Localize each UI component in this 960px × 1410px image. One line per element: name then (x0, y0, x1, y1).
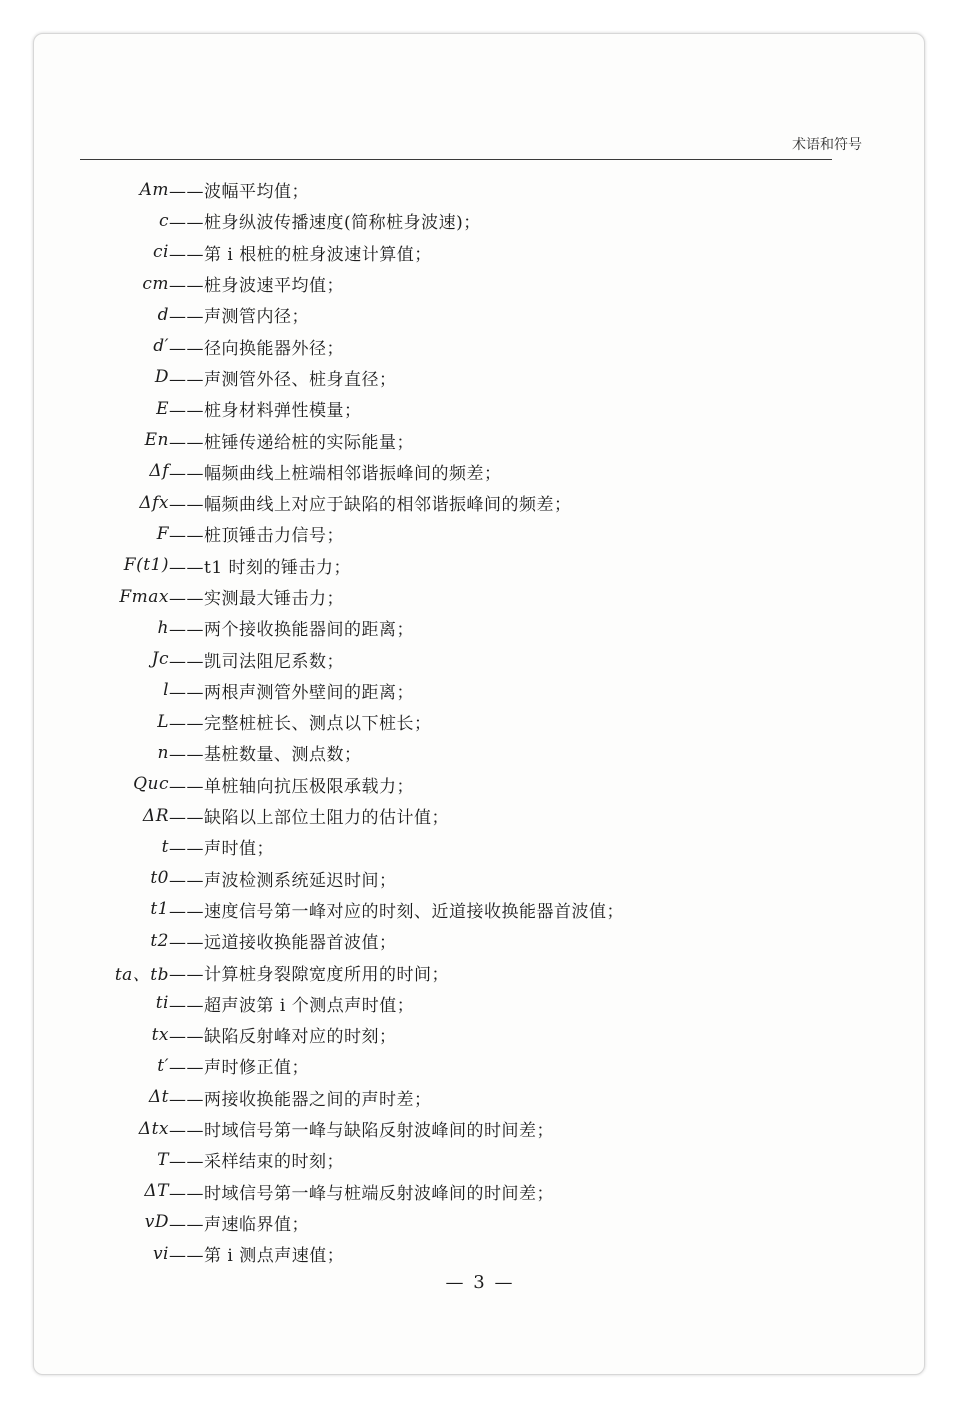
list-item (0, 1207, 624, 1238)
definition: ——基桩数量、测点数； (169, 745, 362, 766)
definition: ——两根声测管外壁间的距离； (169, 682, 414, 703)
definition: ——桩顶锤击力信号； (169, 526, 344, 547)
symbol: d (157, 304, 169, 325)
list-item (0, 174, 624, 205)
list-item (0, 1050, 624, 1081)
list-item (0, 1176, 624, 1207)
symbol: ΔR (142, 805, 169, 826)
definition: ——缺陷以上部位土阻力的估计值； (169, 808, 449, 829)
symbol: cm (142, 273, 169, 294)
definition: ——径向换能器外径； (169, 338, 344, 359)
list-item (0, 612, 624, 643)
symbol: ΔT (144, 1181, 169, 1202)
definition: ——缺陷反射峰对应的时刻； (169, 1027, 397, 1048)
list-item (0, 800, 624, 831)
list-item (0, 518, 624, 549)
definition: ——两个接收换能器间的距离； (169, 620, 414, 641)
definition: ——采样结束的时刻； (169, 1152, 344, 1173)
list-item (0, 643, 624, 674)
list-item (0, 1113, 624, 1144)
symbol: t1 (150, 899, 169, 920)
list-item (0, 299, 624, 330)
symbol: Quc (133, 774, 169, 795)
list-item (0, 1019, 624, 1050)
list-item (0, 205, 624, 236)
symbol: E (156, 398, 169, 419)
symbol: l (163, 680, 169, 701)
list-item (0, 706, 624, 737)
symbol: h (157, 617, 169, 638)
list-item (0, 393, 624, 424)
list-item (0, 988, 624, 1019)
definition: ——声时修正值； (169, 1058, 309, 1079)
symbol: Δf (149, 461, 169, 482)
symbol: En (144, 430, 169, 451)
definition: ——幅频曲线上桩端相邻谐振峰间的频差； (169, 463, 502, 484)
definition: ——声测管外径、桩身直径； (169, 369, 397, 390)
definition: ——声时值； (169, 839, 274, 860)
list-item (0, 268, 624, 299)
symbol: t (161, 836, 169, 857)
list-item (0, 956, 624, 987)
symbol: t2 (150, 930, 169, 951)
symbol: T (157, 1149, 169, 1170)
header-divider (80, 159, 832, 160)
definition: ——桩锤传递给桩的实际能量； (169, 432, 414, 453)
definition: ——计算桩身裂隙宽度所用的时间； (169, 964, 449, 985)
list-item (0, 456, 624, 487)
symbol: d′ (153, 336, 169, 357)
definition: ——单桩轴向抗压极限承载力； (169, 776, 414, 797)
definition: ——幅频曲线上对应于缺陷的相邻谐振峰间的频差； (169, 495, 572, 516)
list-item (0, 487, 624, 518)
list-item (0, 581, 624, 612)
definition: ——声速临界值； (169, 1214, 309, 1235)
symbol: F(t1) (123, 555, 169, 576)
symbol: Δfx (139, 492, 169, 513)
section-header-label: 术语和符号 (792, 137, 862, 153)
definition: ——凯司法阻尼系数； (169, 651, 344, 672)
list-item (0, 769, 624, 800)
definition: ——桩身材料弹性模量； (169, 401, 362, 422)
symbol: Δt (148, 1087, 169, 1108)
list-item (0, 863, 624, 894)
definition: ——桩身纵波传播速度(简称桩身波速)； (169, 213, 481, 234)
symbol: Fmax (119, 586, 169, 607)
list-item (0, 925, 624, 956)
definition: ——时域信号第一峰与缺陷反射波峰间的时间差； (169, 1121, 554, 1142)
list-item (0, 1144, 624, 1175)
symbol: ti (155, 993, 169, 1014)
definition: ——两接收换能器之间的声时差； (169, 1089, 432, 1110)
definition: ——时域信号第一峰与桩端反射波峰间的时间差； (169, 1183, 554, 1204)
definition: ——波幅平均值； (169, 182, 309, 203)
definition: ——声测管内径； (169, 307, 309, 328)
definition: ——超声波第 i 个测点声时值； (169, 995, 415, 1016)
symbol: Jc (151, 649, 169, 670)
definition: ——桩身波速平均值； (169, 276, 344, 297)
symbol: n (157, 742, 169, 763)
list-item (0, 237, 624, 268)
list-item (0, 550, 624, 581)
symbol: ci (153, 242, 169, 263)
definition: ——完整桩桩长、测点以下桩长； (169, 714, 432, 735)
list-item (0, 330, 624, 361)
list-item (0, 737, 624, 768)
symbol: L (157, 711, 169, 732)
list-item (0, 1238, 624, 1269)
symbol: vD (144, 1212, 169, 1233)
symbol: vi (152, 1243, 169, 1264)
symbol: ta、tb (114, 964, 169, 985)
symbol: c (158, 210, 169, 231)
list-item (0, 831, 624, 862)
symbol: Am (139, 179, 169, 200)
list-item (0, 424, 624, 455)
symbol: F (156, 523, 169, 544)
list-item (0, 362, 624, 393)
list-item (0, 1082, 624, 1113)
list-item (0, 675, 624, 706)
definition: ——速度信号第一峰对应的时刻、近道接收换能器首波值； (169, 901, 624, 922)
definition: ——第 i 根桩的桩身波速计算值； (169, 244, 432, 265)
symbol-list (0, 174, 624, 1269)
list-item (0, 894, 624, 925)
page-number: — 3 — (445, 1272, 515, 1293)
symbol: t0 (150, 868, 169, 889)
symbol: D (154, 367, 169, 388)
definition: ——t1 时刻的锤击力； (169, 557, 352, 578)
definition: ——实测最大锤击力； (169, 589, 344, 609)
definition: ——第 i 测点声速值； (169, 1246, 345, 1267)
symbol: tx (151, 1024, 169, 1045)
symbol: t′ (157, 1055, 169, 1076)
symbol: Δtx (138, 1118, 169, 1139)
definition: ——远道接收换能器首波值； (169, 933, 397, 954)
definition: ——声波检测系统延迟时间； (169, 870, 397, 891)
